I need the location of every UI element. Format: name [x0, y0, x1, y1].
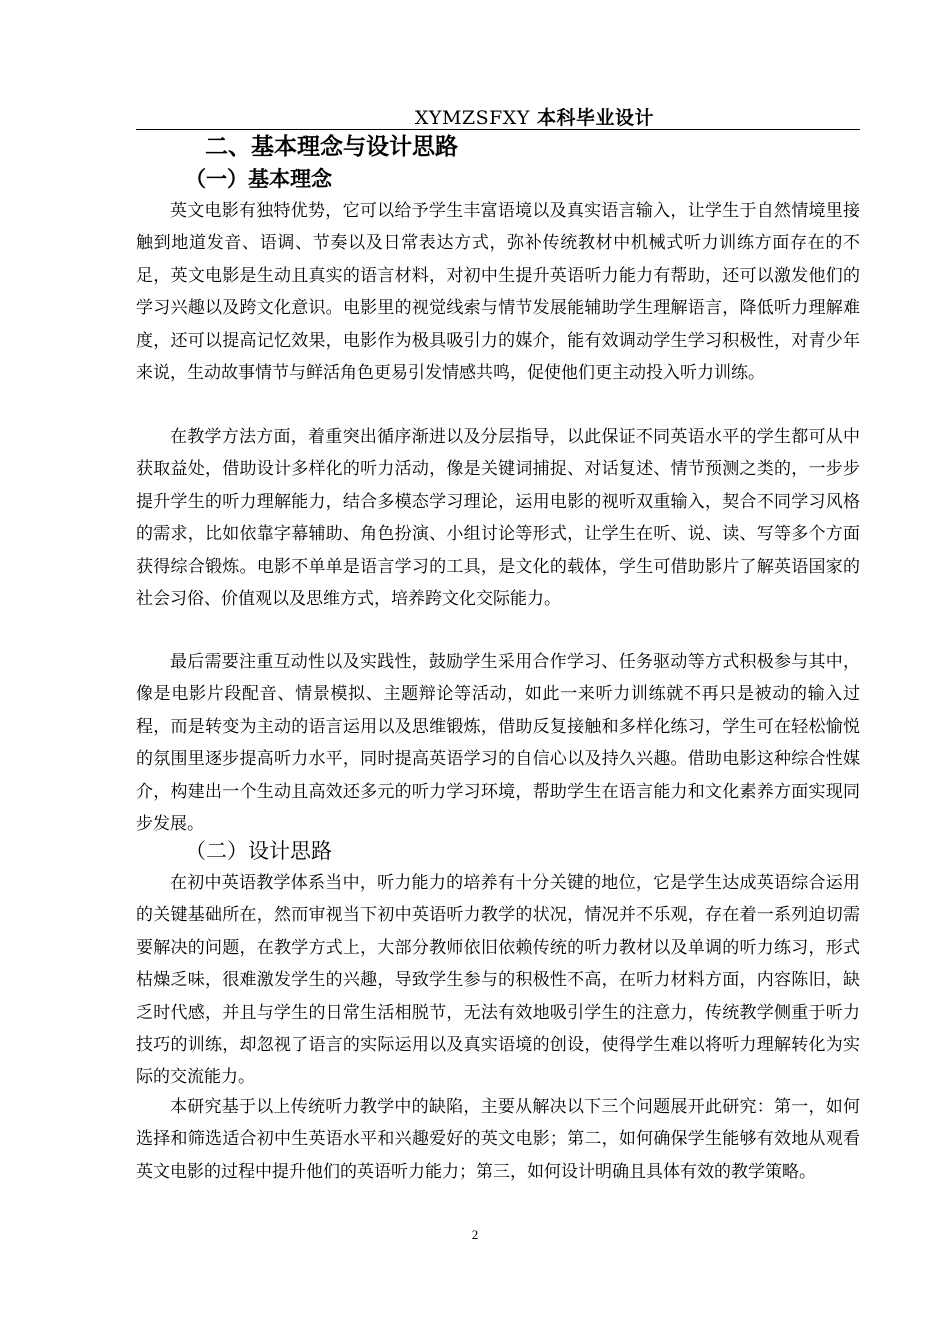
paragraph-basic-3: 最后需要注重互动性以及实践性，鼓励学生采用合作学习、任务驱动等方式积极参与其中，像是电影片段配音、情景模拟、主题辩论等活动，如此一来听力训练就不再只是被动的输入过程，而是转变为主动的语言运用以及思维锻炼，借助反复接触和多样化练习，学生可在轻松愉悦的氛围里逐步提高听力水平，同时提高英语学习的自信心以及持久兴趣。借助电影这种综合性媒介，构建出一个生动且高效还多元的听力学习环境，帮助学生在语言能力和文化素养方面实现同步发展。 — [136, 652, 860, 835]
subsection-title-design-idea: （二）设计思路 — [185, 839, 332, 863]
paragraph-design-1: 在初中英语教学体系当中，听力能力的培养有十分关键的地位，它是学生达成英语综合运用的关键基础所在，然而审视当下初中英语听力教学的状况，情况并不乐观，存在着一系列迫切需要解决的问题，在教学方式上，大部分教师依旧依赖传统的听力教材以及单调的听力练习，形式枯燥乏味，很难激发学生的兴趣，导致学生参与的积极性不高，在听力材料方面，内容陈旧，缺乏时代感，并且与学生的日常生活相脱节，无法有效地吸引学生的注意力，传统教学侧重于听力技巧的训练，却忽视了语言的实际运用以及真实语境的创设，使得学生难以将听力理解转化为实际的交流能力。 — [136, 873, 860, 1088]
page-number: 2 — [471, 1227, 479, 1242]
header-title-chinese: 本科毕业设计 — [529, 107, 654, 129]
subsection-title-basic-concept: （一）基本理念 — [185, 167, 332, 191]
header-title — [415, 103, 654, 130]
running-header — [136, 101, 860, 130]
header-title-latin: XYMZSFXY — [414, 107, 530, 129]
paragraph-design-2: 本研究基于以上传统听力教学中的缺陷，主要从解决以下三个问题展开此研究：第一，如何选择和筛选适合初中生英语水平和兴趣爱好的英文电影；第二，如何确保学生能够有效地从观看英文电影的过程中提升他们的英语听力能力；第三，如何设计明确且具体有效的教学策略。 — [136, 1097, 860, 1182]
section-title: 二、基本理念与设计思路 — [205, 134, 458, 160]
paragraph-basic-2: 在教学方法方面，着重突出循序渐进以及分层指导，以此保证不同英语水平的学生都可从中获取益处，借助设计多样化的听力活动，像是关键词捕捉、对话复述、情节预测之类的，一步步提升学生的听力理解能力，结合多模态学习理论，运用电影的视听双重输入，契合不同学习风格的需求，比如依靠字幕辅助、角色扮演、小组讨论等形式，让学生在听、说、读、写等多个方面获得综合锻炼。电影不单单是语言学习的工具，是文化的载体，学生可借助影片了解英语国家的社会习俗、价值观以及思维方式，培养跨文化交际能力。 — [136, 427, 860, 610]
paragraph-basic-1: 英文电影有独特优势，它可以给予学生丰富语境以及真实语言输入，让学生于自然情境里接触到地道发音、语调、节奏以及日常表达方式，弥补传统教材中机械式听力训练方面存在的不足，英文电影是生动且真实的语言材料，对初中生提升英语听力能力有帮助，还可以激发他们的学习兴趣以及跨文化意识。电影里的视觉线索与情节发展能辅助学生理解语言，降低听力理解难度，还可以提高记忆效果，电影作为极具吸引力的媒介，能有效调动学生学习积极性，对青少年来说，生动故事情节与鲜活角色更易引发情感共鸣，促使他们更主动投入听力训练。 — [136, 201, 860, 384]
